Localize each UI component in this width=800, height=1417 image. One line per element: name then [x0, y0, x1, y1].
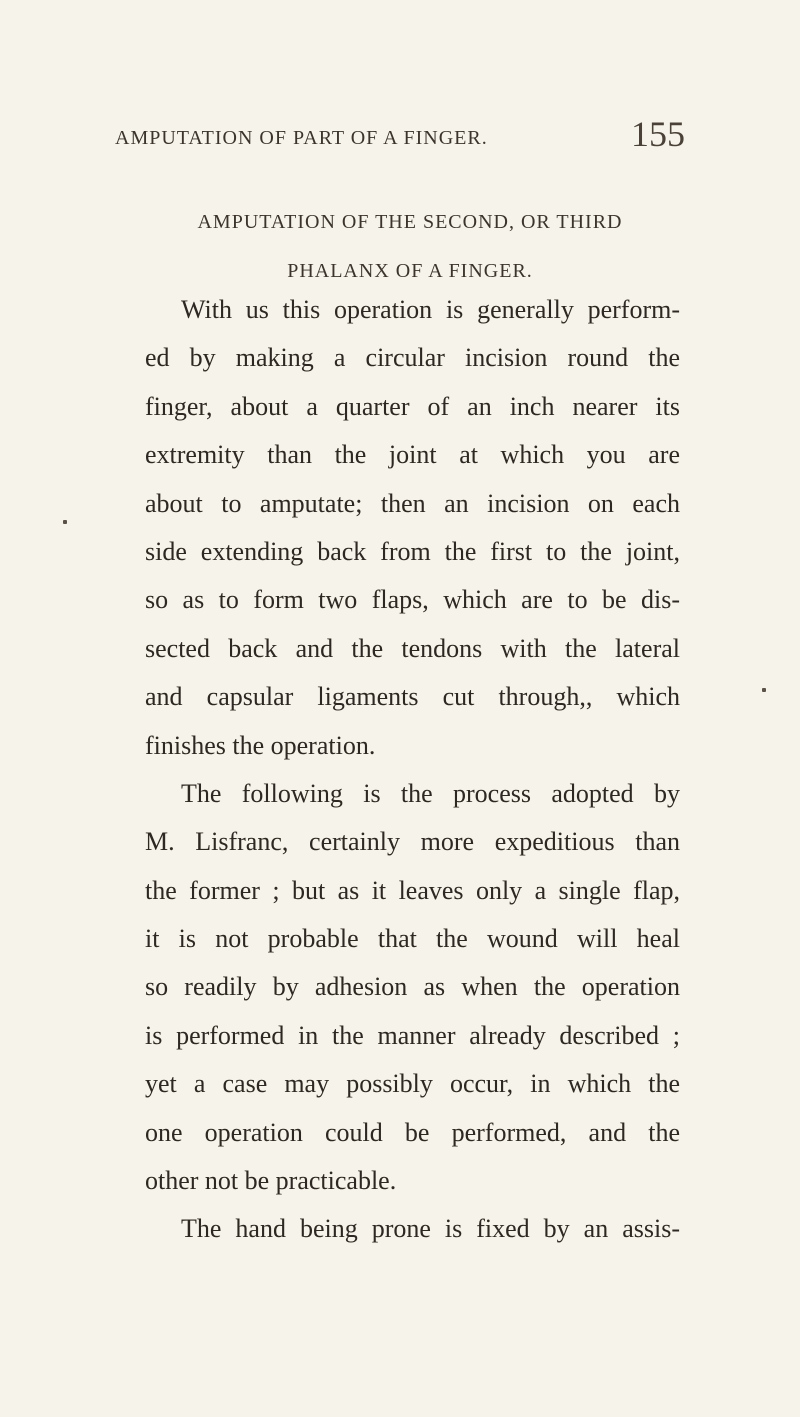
text-line: The following is the process adopted by: [181, 778, 680, 808]
text-line: so readily by adhesion as when the operation: [145, 972, 680, 1002]
section-heading-line-2: PHALANX OF A FINGER.: [287, 260, 533, 282]
page-number: 155: [631, 114, 685, 154]
text-line: finishes the operation.: [145, 730, 376, 760]
text-line: one operation could be performed, and the: [145, 1117, 680, 1147]
text-line: ed by making a circular incision round the: [145, 343, 680, 373]
text-line: extremity than the joint at which you are: [145, 440, 680, 470]
running-head-title: AMPUTATION OF PART OF A FINGER.: [115, 127, 488, 149]
margin-speck: [63, 520, 67, 524]
text-line: M. Lisfranc, certainly more expeditious than: [145, 827, 680, 857]
text-line: The hand being prone is fixed by an assis-: [181, 1214, 680, 1244]
section-heading: [145, 198, 675, 296]
text-line: With us this operation is generally perform-: [181, 295, 680, 324]
text-line: it is not probable that the wound will heal: [145, 924, 680, 954]
text-line: so as to form two flaps, which are to be dis-: [145, 585, 680, 615]
text-line: and capsular ligaments cut through,, which: [145, 682, 680, 712]
body-text: [145, 286, 680, 1254]
text-line: yet a case may possibly occur, in which the: [145, 1069, 680, 1099]
text-line: is performed in the manner already described ;: [145, 1020, 680, 1050]
running-head: [115, 113, 685, 163]
text-line: about to amputate; then an incision on each: [145, 488, 680, 518]
text-line: finger, about a quarter of an inch nearer its: [145, 391, 680, 421]
text-line: sected back and the tendons with the lateral: [145, 633, 680, 663]
section-heading-line-1: AMPUTATION OF THE SECOND, OR THIRD: [197, 211, 623, 233]
text-line: other not be practicable.: [145, 1166, 397, 1196]
text-line: side extending back from the first to the joint,: [145, 536, 680, 566]
margin-speck: [762, 688, 766, 692]
text-line: the former ; but as it leaves only a single flap,: [145, 875, 680, 905]
